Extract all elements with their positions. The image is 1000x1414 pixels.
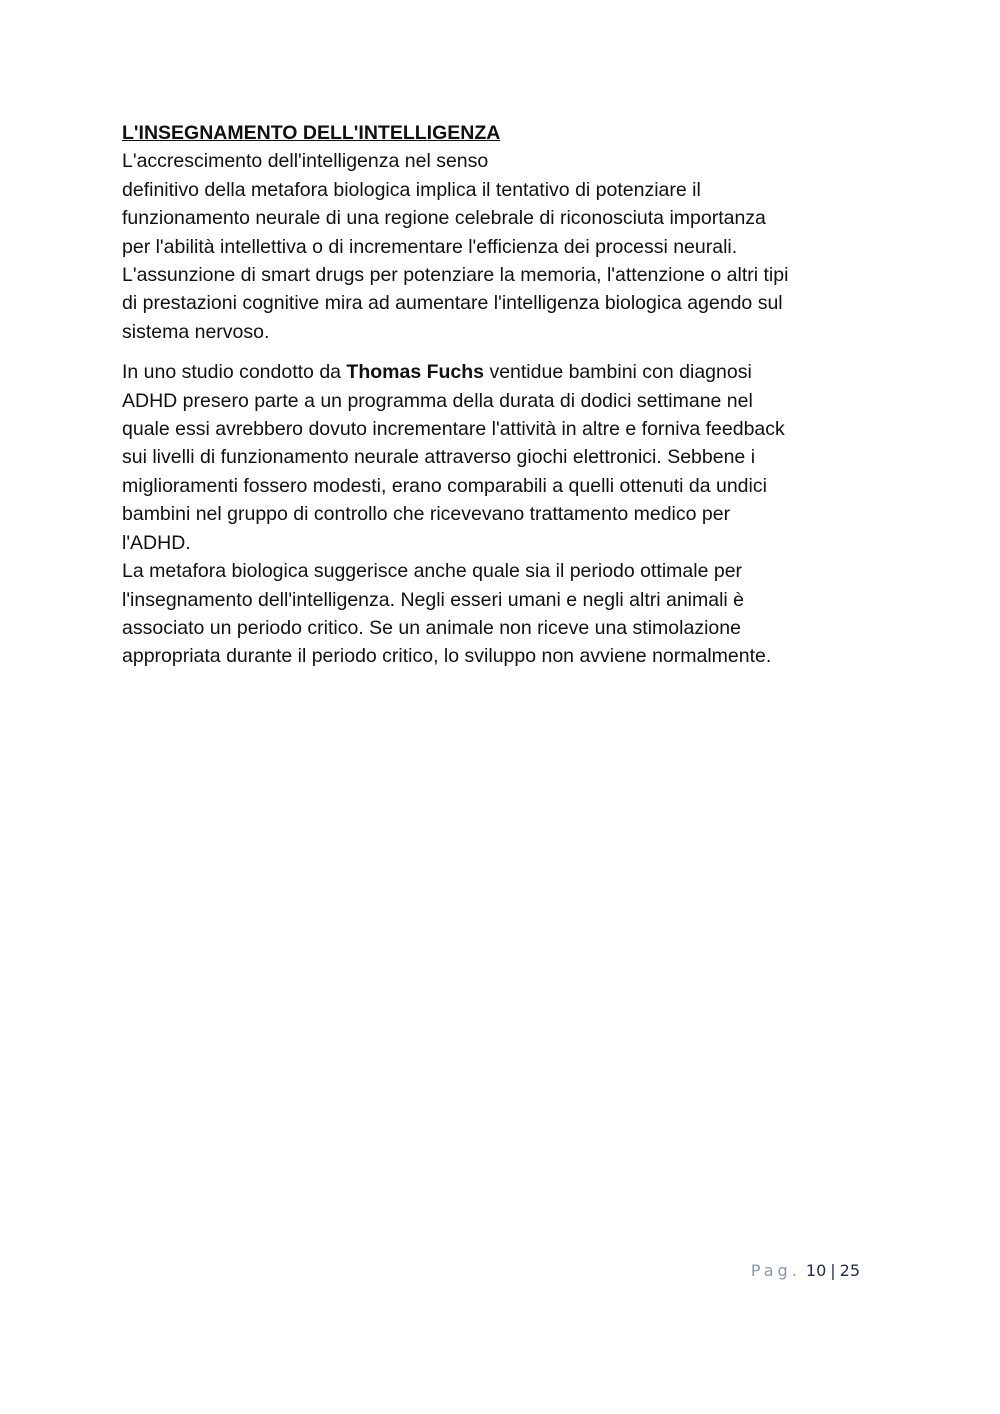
- page-total: 25: [839, 1261, 860, 1280]
- paragraph-study-rest: ventidue bambini con diagnosi ADHD presero parte a un programma della durata di dodici settimane nel quale essi avrebbero dovuto incrementare l'attività in altre e forniva feedback sui livelli di funzionamento neurale attraverso giochi elettronici. Sebbene i miglioramenti fossero modesti, erano comparabili a quelli ottenuti da undici bambini nel gruppo di controllo che ricevevano trattamento medico per l'ADHD. La metafora biologica suggerisce anche quale sia il periodo ottimale per l'insegnamento dell'intelligenza. Negli esseri umani e negli altri animali è associato un periodo critico. Se un animale non riceve una stimolazione appropriata durante il periodo critico, lo sviluppo non avviene normalmente.: [122, 361, 785, 668]
- page-footer: [751, 1261, 860, 1280]
- page-separator: |: [830, 1261, 836, 1280]
- paragraph-intro: L'accrescimento dell'intelligenza nel senso definitivo della metafora biologica implica il tentativo di potenziare il funzionamento neurale di una regione celebrale di riconosciuta importanza per l'abilità intellettiva o di incrementare l'efficienza dei processi neurali. L'assunzione di smart drugs per potenziare la memoria, l'attenzione o altri tipi di prestazioni cognitive mira ad aumentare l'intelligenza biologica agendo sul sistema nervoso.: [122, 150, 789, 343]
- author-name: Thomas Fuchs: [346, 361, 485, 384]
- paragraph-study: [122, 358, 872, 670]
- document-body: [122, 119, 872, 671]
- section-heading: L'INSEGNAMENTO DELL'INTELLIGENZA: [122, 122, 501, 144]
- page-number: 10: [805, 1261, 827, 1280]
- page-label: Pag.: [750, 1261, 801, 1280]
- paragraph-study-lead: In uno studio condotto da: [122, 361, 347, 384]
